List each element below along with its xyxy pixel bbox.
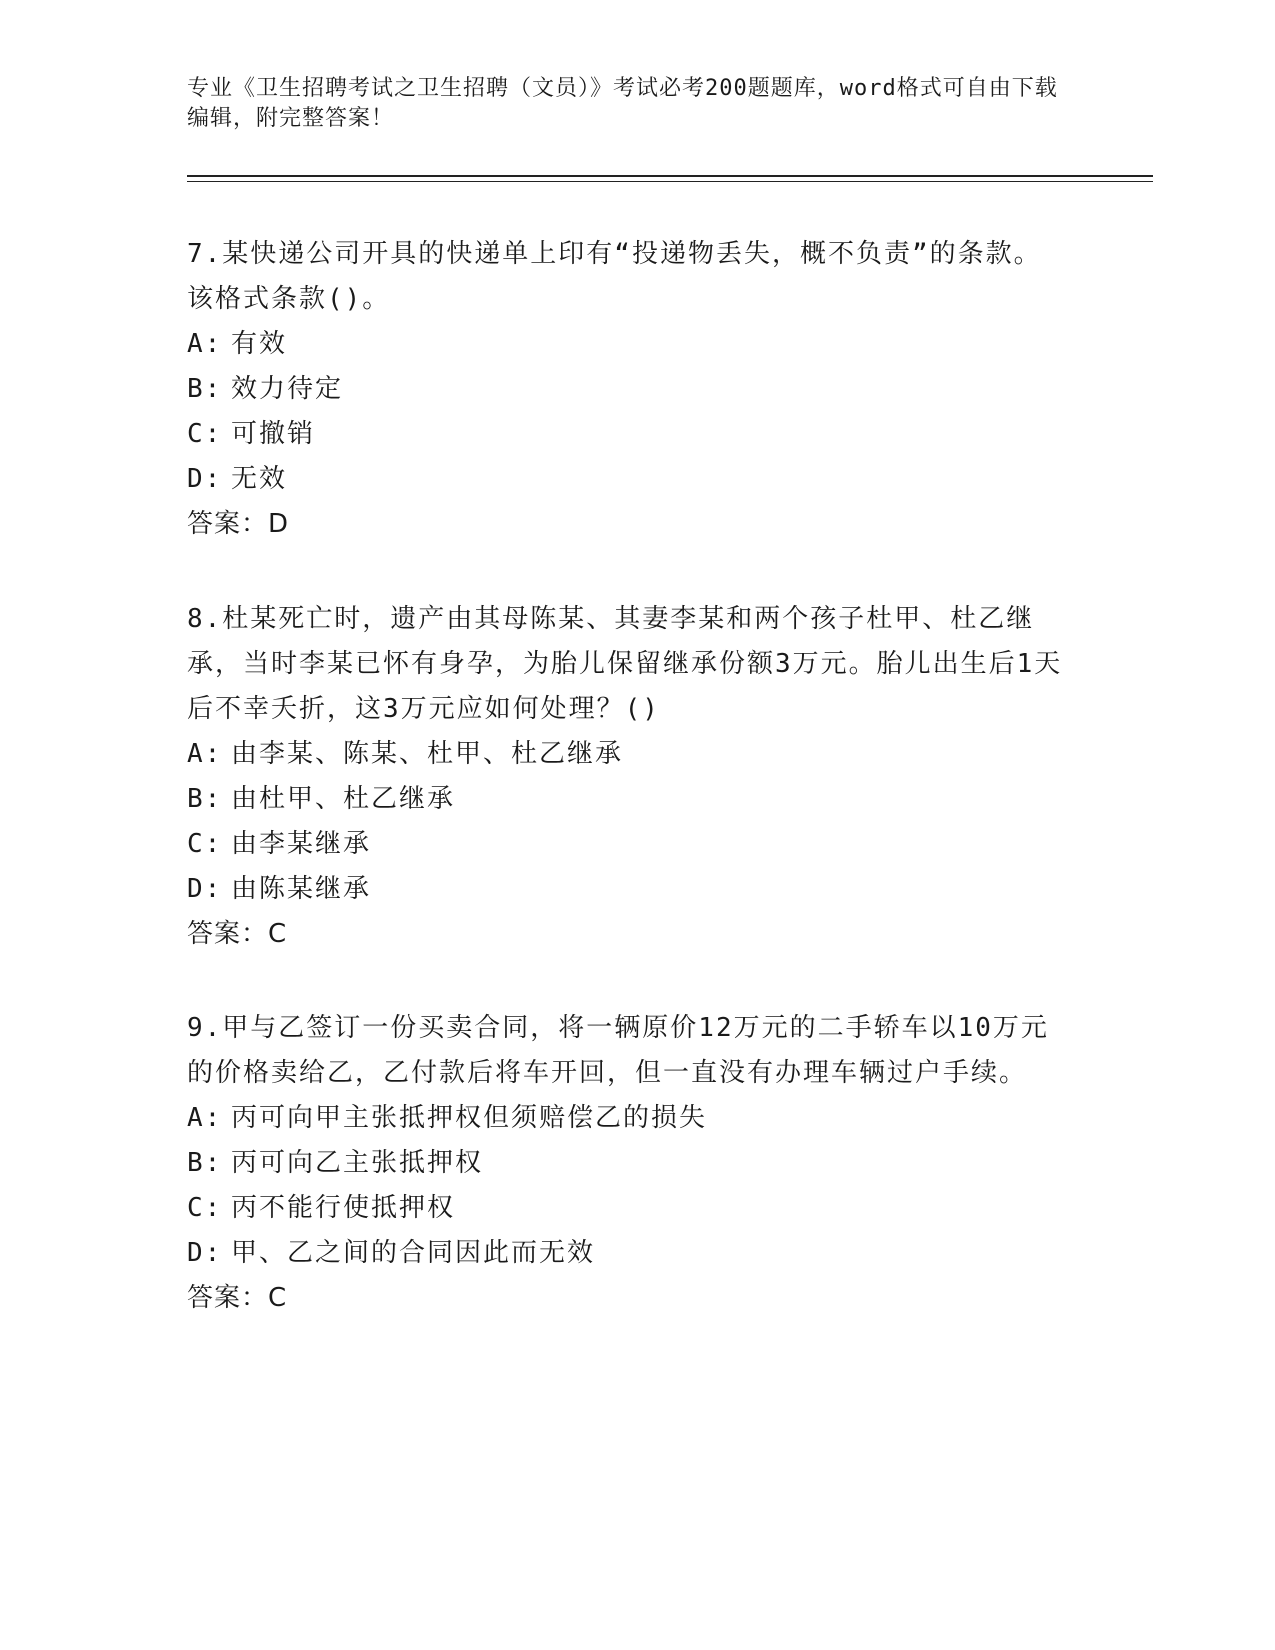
option-b [187, 367, 1067, 412]
option-key: B: [187, 1148, 223, 1178]
question-stem: 9.甲与乙签订一份买卖合同，将一辆原价12万元的二手轿车以10万元的价格卖给乙，乙付款后将车开回，但一直没有办理车辆过户手续。 [187, 1013, 1049, 1088]
option-key: C: [187, 1193, 223, 1223]
option-text: 效力待定 [231, 374, 344, 404]
answer-line: 答案：D [187, 509, 290, 539]
option-text: 由陈某继承 [231, 874, 372, 904]
option-b [187, 777, 1067, 822]
option-a [187, 322, 1067, 367]
option-key: B: [187, 784, 223, 814]
option-key: A: [187, 739, 223, 769]
option-text: 由李某、陈某、杜甲、杜乙继承 [231, 739, 624, 769]
option-c [187, 822, 1067, 867]
answer-line: 答案：C [187, 919, 288, 949]
question-stem: 8.杜某死亡时，遗产由其母陈某、其妻李某和两个孩子杜甲、杜乙继承，当时李某已怀有身孕，为胎儿保留继承份额3万元。胎儿出生后1天后不幸夭折，这3万元应如何处理？() [187, 604, 1063, 724]
option-key: C: [187, 419, 223, 449]
option-key: B: [187, 374, 223, 404]
question-8 [187, 597, 1067, 957]
option-text: 可撤销 [231, 419, 316, 449]
option-c [187, 412, 1067, 457]
option-text: 丙不能行使抵押权 [231, 1193, 456, 1223]
option-key: A: [187, 1103, 223, 1133]
option-key: A: [187, 329, 223, 359]
option-d [187, 1231, 1067, 1276]
document-header: 专业《卫生招聘考试之卫生招聘（文员）》考试必考200题题库，word格式可自由下载编辑，附完整答案！ [187, 76, 1058, 131]
option-d [187, 457, 1067, 502]
option-key: D: [187, 464, 223, 494]
option-text: 无效 [231, 464, 288, 494]
option-a [187, 732, 1067, 777]
option-a [187, 1096, 1067, 1141]
option-c [187, 1186, 1067, 1231]
option-text: 由李某继承 [231, 829, 372, 859]
header-divider-thin [187, 181, 1153, 182]
option-key: C: [187, 829, 223, 859]
option-key: D: [187, 1238, 223, 1268]
option-key: D: [187, 874, 223, 904]
option-b [187, 1141, 1067, 1186]
option-text: 丙可向甲主张抵押权但须赔偿乙的损失 [231, 1103, 708, 1133]
question-stem: 7.某快递公司开具的快递单上印有“投递物丢失，概不负责”的条款。该格式条款()。 [187, 239, 1042, 314]
question-7 [187, 232, 1067, 547]
option-text: 由杜甲、杜乙继承 [231, 784, 456, 814]
answer-line: 答案：C [187, 1283, 288, 1313]
header-divider-thick [187, 175, 1153, 177]
option-text: 有效 [231, 329, 288, 359]
option-d [187, 867, 1067, 912]
question-9 [187, 1006, 1067, 1321]
option-text: 丙可向乙主张抵押权 [231, 1148, 484, 1178]
option-text: 甲、乙之间的合同因此而无效 [231, 1238, 596, 1268]
